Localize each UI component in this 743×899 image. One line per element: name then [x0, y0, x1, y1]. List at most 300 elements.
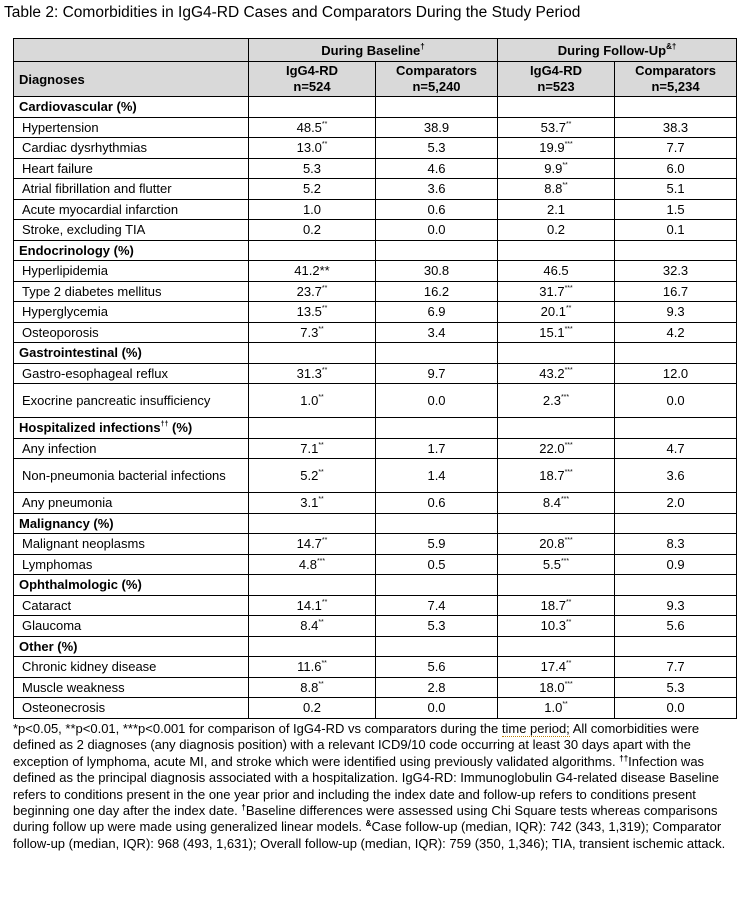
- igg4-followup-cell-value: 17.4: [540, 659, 566, 675]
- diagnosis-name: [14, 281, 249, 302]
- igg4-baseline-cell-significance: **: [321, 284, 328, 292]
- category-empty-cell: [615, 575, 737, 596]
- igg4-baseline-cell: [249, 616, 376, 637]
- header-comparators-baseline: [376, 62, 498, 97]
- igg4-followup-cell-value: 8.8: [544, 181, 563, 197]
- comorbidities-table: [13, 38, 737, 719]
- category-row: [14, 513, 737, 534]
- comparators-followup-cell-value: 9.3: [666, 304, 685, 320]
- comparators-followup-cell: [615, 657, 737, 678]
- diagnosis-name-value: Hyperglycemia: [22, 304, 108, 320]
- category-name: Ophthalmologic (%): [19, 577, 142, 593]
- category-empty-cell: [249, 575, 376, 596]
- comparators-baseline-cell-value: 30.8: [423, 263, 450, 279]
- diagnosis-name-value: Any infection: [22, 440, 97, 456]
- igg4-followup-cell-value: 31.7: [539, 283, 565, 299]
- category-name: Hospitalized infections: [19, 420, 161, 436]
- category-empty-cell: [249, 240, 376, 261]
- igg4-followup-cell-value: 20.8: [539, 536, 565, 552]
- comparators-followup-cell: [615, 616, 737, 637]
- comparators-baseline-cell: [376, 261, 498, 282]
- category-empty-cell: [615, 97, 737, 118]
- diagnosis-name-value: Hyperlipidemia: [22, 263, 108, 279]
- comparators-followup-cell-value: 3.6: [666, 468, 685, 483]
- igg4-baseline-cell: [249, 384, 376, 418]
- igg4-followup-cell: [498, 677, 615, 698]
- table-row: [14, 179, 737, 200]
- igg4-followup-cell-value: 20.1: [540, 304, 566, 320]
- igg4-baseline-cell-significance: **: [321, 537, 328, 545]
- footnote-time-period: time period;: [501, 721, 570, 736]
- category-empty-cell: [376, 513, 498, 534]
- category-row: [14, 418, 737, 439]
- table-row: [14, 438, 737, 459]
- igg4-followup-cell-value: 53.7: [540, 119, 566, 135]
- igg4-baseline-cell-significance: **: [318, 619, 324, 627]
- comparators-followup-cell: [615, 322, 737, 343]
- category-suffix: (%): [168, 420, 193, 436]
- igg4-baseline-cell-significance: **: [318, 496, 324, 504]
- comparators-baseline-cell: [376, 698, 498, 719]
- comparators-baseline-cell: [376, 281, 498, 302]
- diagnosis-name-value: Any pneumonia: [22, 495, 113, 511]
- igg4-followup-cell: [498, 438, 615, 459]
- diagnosis-name: [14, 677, 249, 698]
- igg4-followup-cell-value: 22.0: [539, 440, 565, 456]
- igg4-baseline-cell-value: 13.5: [296, 304, 322, 320]
- diagnosis-name: [14, 534, 249, 555]
- igg4-followup-cell-value: 43.2: [539, 365, 565, 381]
- igg4-baseline-cell-significance: **: [318, 325, 324, 333]
- igg4-followup-cell-significance: ***: [564, 141, 573, 149]
- header-comparators-baseline-label: Comparators: [396, 63, 477, 78]
- igg4-baseline-cell-value: 31.3: [296, 365, 322, 381]
- category-empty-cell: [615, 343, 737, 364]
- table-row: [14, 459, 737, 493]
- comparators-followup-cell-value: 5.3: [666, 679, 685, 695]
- table-row: [14, 384, 737, 418]
- comparators-baseline-cell: [376, 302, 498, 323]
- comparators-followup-cell-value: 1.5: [666, 201, 685, 217]
- comparators-baseline-cell: [376, 158, 498, 179]
- footnote-significance: *p<0.05, **p<0.01, ***p<0.001 for comparison of IgG4-RD vs comparators during the: [13, 721, 502, 736]
- diagnosis-name-value: Hypertension: [22, 119, 99, 135]
- comparators-baseline-cell: [376, 554, 498, 575]
- diagnosis-name: [14, 657, 249, 678]
- diagnosis-name-value: Chronic kidney disease: [22, 659, 157, 675]
- comparators-baseline-cell: [376, 199, 498, 220]
- category-row: [14, 575, 737, 596]
- igg4-followup-cell: [498, 199, 615, 220]
- diagnosis-name-value: Cardiac dysrhythmias: [22, 140, 147, 156]
- footnote-infection: Infection was defined as the principal diagnosis associated with a hospitalization. IgG4-RD: Immunoglobulin G4-related disease Baseline refers to conditions present in the one year prior and including the index date and follow-up refers to conditions present beginning one day after the index date.: [13, 753, 720, 819]
- comparators-baseline-cell: [376, 117, 498, 138]
- table-row: [14, 158, 737, 179]
- igg4-followup-cell-value: 18.7: [539, 468, 565, 483]
- footnote-mark-ampersand: &: [365, 819, 372, 829]
- igg4-followup-cell-significance: ***: [564, 469, 573, 476]
- igg4-followup-cell-value: 19.9: [539, 140, 565, 156]
- header-comparators-followup-n: n=5,234: [651, 79, 700, 94]
- igg4-followup-cell-value: 18.0: [539, 679, 565, 695]
- igg4-baseline-cell: [249, 698, 376, 719]
- diagnosis-name: [14, 117, 249, 138]
- igg4-baseline-cell-value: 41.2**: [294, 263, 330, 279]
- category-label: [14, 636, 249, 657]
- comparators-baseline-cell-value: 0.6: [427, 495, 446, 511]
- category-mark: ††: [160, 421, 169, 429]
- table-title: Table 2: Comorbidities in IgG4-RD Cases and Comparators During the Study Period: [4, 4, 581, 21]
- comparators-baseline-cell-value: 5.3: [427, 618, 446, 634]
- comparators-baseline-cell-value: 7.4: [427, 597, 446, 613]
- table-row: [14, 534, 737, 555]
- category-empty-cell: [249, 418, 376, 439]
- comparators-baseline-cell-value: 0.0: [427, 222, 446, 238]
- igg4-baseline-cell-value: 13.0: [296, 140, 322, 156]
- category-name: Endocrinology (%): [19, 242, 134, 258]
- igg4-followup-cell-significance: ***: [560, 496, 570, 504]
- category-label: [14, 240, 249, 261]
- diagnosis-name: [14, 302, 249, 323]
- comparators-followup-cell-value: 6.0: [666, 160, 685, 176]
- igg4-baseline-cell: [249, 363, 376, 384]
- header-followup: [498, 39, 737, 62]
- category-label: [14, 513, 249, 534]
- igg4-followup-cell: [498, 363, 615, 384]
- comparators-baseline-cell: [376, 363, 498, 384]
- header-followup-label: During Follow-Up: [557, 42, 667, 58]
- igg4-followup-cell-significance: ***: [560, 394, 570, 401]
- igg4-baseline-cell: [249, 657, 376, 678]
- header-diagnoses: Diagnoses: [14, 62, 249, 97]
- igg4-baseline-cell: [249, 595, 376, 616]
- igg4-followup-cell: [498, 261, 615, 282]
- comparators-followup-cell: [615, 438, 737, 459]
- header-comparators-baseline-n: n=5,240: [412, 79, 461, 94]
- diagnosis-name-value: Acute myocardial infarction: [22, 201, 179, 217]
- category-empty-cell: [249, 97, 376, 118]
- diagnosis-name: [14, 698, 249, 719]
- igg4-followup-cell-significance: **: [565, 660, 572, 668]
- category-empty-cell: [249, 513, 376, 534]
- igg4-baseline-cell: [249, 179, 376, 200]
- comparators-followup-cell-value: 4.7: [666, 440, 685, 456]
- igg4-baseline-cell: [249, 158, 376, 179]
- comparators-baseline-cell: [376, 677, 498, 698]
- comparators-baseline-cell: [376, 534, 498, 555]
- comparators-baseline-cell-value: 0.6: [427, 201, 446, 217]
- igg4-followup-cell: [498, 459, 615, 493]
- comparators-followup-cell-value: 7.7: [666, 140, 685, 156]
- comparators-followup-cell-value: 5.6: [666, 618, 685, 634]
- comparators-followup-cell-value: 7.7: [666, 659, 685, 675]
- category-row: [14, 636, 737, 657]
- category-empty-cell: [376, 97, 498, 118]
- diagnosis-name: [14, 363, 249, 384]
- comparators-followup-cell: [615, 677, 737, 698]
- comparators-followup-cell: [615, 698, 737, 719]
- comparators-followup-cell-value: 0.9: [666, 556, 685, 572]
- igg4-baseline-cell-value: 0.2: [302, 222, 322, 238]
- igg4-followup-cell: [498, 554, 615, 575]
- comparators-followup-cell: [615, 595, 737, 616]
- category-name: Other (%): [19, 638, 78, 654]
- comparators-followup-cell-value: 8.3: [666, 536, 685, 552]
- comparators-baseline-cell-value: 5.9: [427, 536, 446, 552]
- comparators-baseline-cell-value: 38.9: [423, 119, 450, 135]
- igg4-followup-cell-value: 0.2: [546, 222, 566, 238]
- igg4-followup-cell-value: 2.3: [542, 393, 561, 408]
- comparators-followup-cell: [615, 493, 737, 514]
- header-baseline-mark: †: [420, 41, 425, 51]
- igg4-followup-cell-significance: ***: [560, 557, 570, 565]
- diagnosis-name: [14, 220, 249, 241]
- igg4-followup-cell: [498, 302, 615, 323]
- igg4-baseline-cell: [249, 199, 376, 220]
- igg4-followup-cell-significance: **: [562, 161, 568, 169]
- diagnosis-name: [14, 493, 249, 514]
- table-row: [14, 138, 737, 159]
- igg4-baseline-cell: [249, 534, 376, 555]
- category-empty-cell: [376, 418, 498, 439]
- igg4-followup-cell-value: 9.9: [544, 160, 563, 176]
- comparators-baseline-cell-value: 2.8: [427, 679, 446, 695]
- header-igg4-followup-n: n=523: [537, 79, 575, 94]
- comparators-followup-cell-value: 0.1: [666, 222, 685, 238]
- igg4-followup-cell-significance: **: [565, 305, 572, 313]
- igg4-followup-cell-value: 10.3: [540, 618, 566, 634]
- category-row: [14, 240, 737, 261]
- comparators-followup-cell: [615, 554, 737, 575]
- igg4-followup-cell-significance: **: [565, 619, 572, 627]
- igg4-baseline-cell-significance: **: [318, 394, 324, 401]
- comparators-followup-cell: [615, 199, 737, 220]
- table-footnote: [13, 721, 739, 852]
- comparators-baseline-cell: [376, 459, 498, 493]
- diagnosis-name-value: Glaucoma: [22, 618, 82, 634]
- category-empty-cell: [615, 513, 737, 534]
- table-row: [14, 302, 737, 323]
- header-igg4-baseline-label: IgG4-RD: [286, 63, 338, 78]
- comparators-baseline-cell-value: 3.6: [427, 181, 446, 197]
- igg4-followup-cell-significance: **: [562, 701, 568, 709]
- igg4-followup-cell: [498, 616, 615, 637]
- comparators-followup-cell-value: 5.1: [666, 181, 685, 197]
- igg4-baseline-cell-significance: **: [318, 441, 324, 449]
- igg4-baseline-cell: [249, 117, 376, 138]
- header-baseline: [249, 39, 498, 62]
- header-baseline-label: During Baseline: [321, 42, 421, 58]
- diagnosis-name: [14, 322, 249, 343]
- igg4-baseline-cell-value: 8.8: [300, 679, 319, 695]
- diagnosis-name-value: Stroke, excluding TIA: [22, 222, 146, 238]
- diagnosis-name-value: Muscle weakness: [22, 679, 125, 695]
- category-empty-cell: [249, 636, 376, 657]
- igg4-followup-cell-significance: **: [565, 598, 572, 606]
- category-row: [14, 343, 737, 364]
- igg4-baseline-cell: [249, 220, 376, 241]
- category-empty-cell: [249, 343, 376, 364]
- comparators-followup-cell: [615, 117, 737, 138]
- igg4-baseline-cell-value: 5.2: [300, 468, 319, 483]
- igg4-baseline-cell-value: 7.3: [300, 324, 319, 340]
- diagnosis-name: [14, 261, 249, 282]
- diagnosis-name: [14, 438, 249, 459]
- igg4-baseline-cell-significance: **: [318, 469, 324, 476]
- igg4-followup-cell: [498, 117, 615, 138]
- comparators-baseline-cell-value: 5.3: [427, 140, 446, 156]
- diagnosis-name: [14, 384, 249, 418]
- igg4-baseline-cell: [249, 554, 376, 575]
- table-row: [14, 261, 737, 282]
- diagnosis-name: [14, 158, 249, 179]
- comparators-followup-cell-value: 0.0: [666, 700, 685, 716]
- comparators-baseline-cell-value: 0.0: [427, 700, 446, 716]
- category-label: [14, 575, 249, 596]
- igg4-followup-cell-value: 8.4: [542, 495, 561, 511]
- igg4-followup-cell: [498, 220, 615, 241]
- igg4-followup-cell: [498, 595, 615, 616]
- igg4-baseline-cell-value: 1.0: [302, 201, 322, 217]
- igg4-baseline-cell: [249, 261, 376, 282]
- comparators-baseline-cell-value: 16.2: [423, 283, 450, 299]
- igg4-baseline-cell: [249, 438, 376, 459]
- igg4-baseline-cell-value: 0.2: [302, 700, 322, 716]
- diagnosis-name: [14, 554, 249, 575]
- diagnosis-name: [14, 459, 249, 493]
- comparators-baseline-cell: [376, 322, 498, 343]
- igg4-baseline-cell-significance: **: [321, 660, 327, 668]
- comparators-followup-cell: [615, 281, 737, 302]
- header-row-groups: [14, 39, 737, 62]
- igg4-followup-cell-significance: **: [562, 182, 568, 190]
- header-empty-cell: [14, 39, 249, 62]
- diagnosis-name-value: Osteonecrosis: [22, 700, 106, 716]
- comparators-followup-cell: [615, 363, 737, 384]
- category-empty-cell: [615, 636, 737, 657]
- igg4-baseline-cell-value: 8.4: [300, 618, 319, 634]
- category-empty-cell: [498, 513, 615, 534]
- igg4-baseline-cell-value: 3.1: [300, 495, 319, 511]
- category-label: [14, 418, 249, 439]
- comparators-baseline-cell-value: 3.4: [427, 324, 446, 340]
- diagnosis-name-value: Non-pneumonia bacterial infections: [22, 468, 226, 483]
- comparators-baseline-cell: [376, 493, 498, 514]
- igg4-baseline-cell-value: 11.6: [297, 659, 322, 675]
- igg4-baseline-cell-significance: **: [318, 680, 324, 688]
- category-empty-cell: [498, 575, 615, 596]
- igg4-followup-cell-value: 2.1: [546, 201, 566, 217]
- comparators-followup-cell-value: 0.0: [666, 393, 685, 408]
- igg4-baseline-cell-value: 14.7: [296, 536, 322, 552]
- header-igg4-baseline-n: n=524: [293, 79, 331, 94]
- diagnosis-name: [14, 616, 249, 637]
- comparators-followup-cell-value: 38.3: [662, 119, 689, 135]
- header-comparators-followup-label: Comparators: [635, 63, 716, 78]
- igg4-baseline-cell-value: 23.7: [296, 283, 322, 299]
- comparators-followup-cell: [615, 220, 737, 241]
- category-empty-cell: [615, 240, 737, 261]
- comparators-followup-cell: [615, 534, 737, 555]
- igg4-followup-cell: [498, 138, 615, 159]
- igg4-baseline-cell-value: 4.8: [298, 556, 317, 572]
- category-empty-cell: [498, 343, 615, 364]
- table-body: [14, 97, 737, 719]
- igg4-baseline-cell: [249, 302, 376, 323]
- table-row: [14, 554, 737, 575]
- igg4-followup-cell-value: 15.1: [539, 324, 565, 340]
- igg4-followup-cell-value: 1.0: [544, 700, 563, 716]
- igg4-followup-cell: [498, 158, 615, 179]
- category-empty-cell: [498, 418, 615, 439]
- igg4-followup-cell: [498, 657, 615, 678]
- category-empty-cell: [615, 418, 737, 439]
- diagnosis-name-value: Type 2 diabetes mellitus: [22, 283, 162, 299]
- diagnosis-name-value: Heart failure: [22, 160, 93, 176]
- igg4-baseline-cell-significance: ***: [316, 557, 326, 565]
- igg4-baseline-cell-significance: **: [321, 366, 328, 374]
- table-row: [14, 493, 737, 514]
- comparators-followup-cell-value: 16.7: [662, 283, 689, 299]
- category-name: Malignancy (%): [19, 515, 114, 531]
- comparators-baseline-cell: [376, 657, 498, 678]
- igg4-followup-cell: [498, 179, 615, 200]
- igg4-baseline-cell-significance: **: [321, 141, 328, 149]
- diagnosis-name: [14, 595, 249, 616]
- comparators-baseline-cell: [376, 438, 498, 459]
- comparators-baseline-cell: [376, 616, 498, 637]
- category-name: Gastrointestinal (%): [19, 345, 142, 361]
- category-empty-cell: [376, 343, 498, 364]
- igg4-baseline-cell-value: 14.1: [296, 597, 322, 613]
- comparators-baseline-cell-value: 1.7: [427, 440, 446, 456]
- diagnosis-name: [14, 179, 249, 200]
- category-label: [14, 97, 249, 118]
- igg4-followup-cell-significance: ***: [564, 441, 573, 449]
- comparators-followup-cell: [615, 384, 737, 418]
- comparators-baseline-cell: [376, 220, 498, 241]
- table-row: [14, 117, 737, 138]
- footnote-mark-double-dagger: ††: [619, 753, 629, 763]
- diagnosis-name-value: Atrial fibrillation and flutter: [22, 181, 172, 197]
- igg4-followup-cell-significance: ***: [564, 680, 573, 688]
- comparators-followup-cell: [615, 158, 737, 179]
- header-igg4-baseline: [249, 62, 376, 97]
- footnote-tests: Baseline differences were assessed using Chi Square tests whereas comparisons during follow up were made using generalized linear models.: [13, 803, 718, 835]
- igg4-followup-cell-significance: ***: [564, 325, 573, 333]
- category-empty-cell: [376, 575, 498, 596]
- footnote-definitions: All comorbidities were defined as 2 diagnoses (any diagnosis position) with a relevant ICD9/10 code occurring at least 30 days apart with the exception of lymphoma, acute MI, and stroke which were identified using previously validated algorithms.: [13, 721, 700, 769]
- igg4-baseline-cell-value: 1.0: [300, 393, 319, 408]
- table-row: [14, 616, 737, 637]
- category-label: [14, 343, 249, 364]
- category-empty-cell: [376, 636, 498, 657]
- footnote-mark-dagger: †: [241, 803, 246, 813]
- comparators-followup-cell: [615, 302, 737, 323]
- igg4-baseline-cell: [249, 281, 376, 302]
- diagnosis-name-value: Lymphomas: [22, 556, 93, 572]
- category-name: Cardiovascular (%): [19, 99, 137, 115]
- igg4-baseline-cell-value: 5.2: [302, 181, 322, 197]
- comparators-followup-cell: [615, 459, 737, 493]
- table-row: [14, 220, 737, 241]
- table-row: [14, 199, 737, 220]
- igg4-followup-cell: [498, 322, 615, 343]
- igg4-followup-cell: [498, 534, 615, 555]
- comparators-followup-cell-value: 2.0: [666, 495, 685, 511]
- diagnosis-name-value: Cataract: [22, 597, 72, 613]
- comparators-followup-cell-value: 9.3: [666, 597, 685, 613]
